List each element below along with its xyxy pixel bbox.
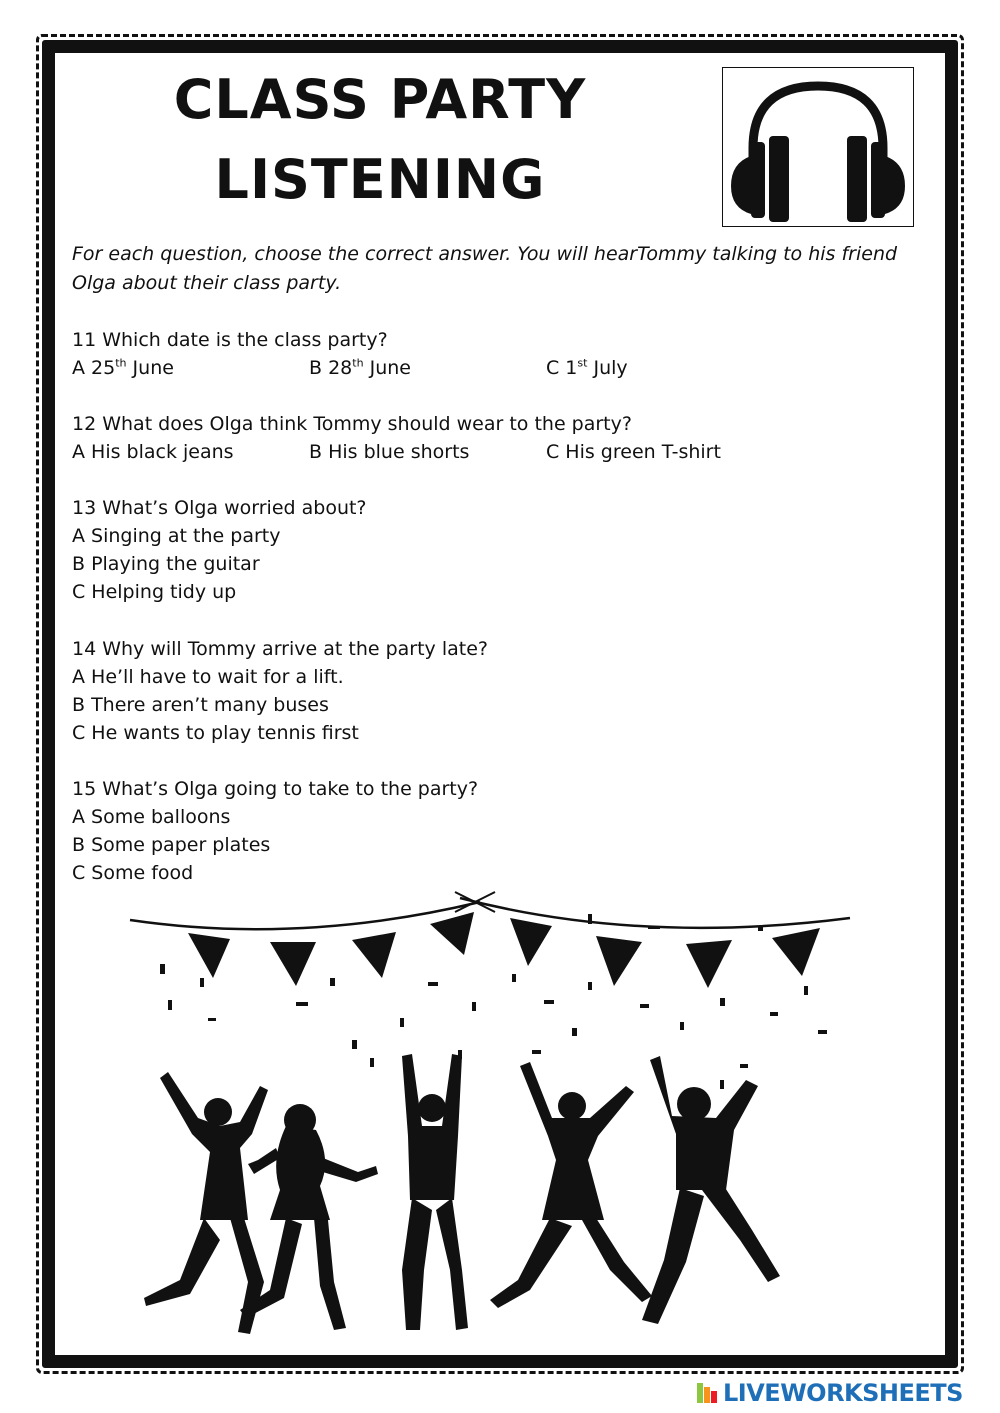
question-text: 12 What does Olga think Tommy should wear to the party? xyxy=(72,413,632,435)
option-c[interactable]: C Helping tidy up xyxy=(72,581,237,603)
question-text: 14 Why will Tommy arrive at the party late? xyxy=(72,638,488,660)
brand-text: LIVEWORKSHEETS xyxy=(723,1379,963,1407)
party-illustration xyxy=(120,890,860,1360)
option-b[interactable]: B Playing the guitar xyxy=(72,553,260,575)
liveworksheets-brand[interactable] xyxy=(695,1378,995,1408)
question-12 xyxy=(72,410,932,466)
options-row xyxy=(72,438,932,466)
question-14 xyxy=(72,635,932,747)
question-11 xyxy=(72,326,932,382)
question-15 xyxy=(72,775,932,887)
option-b[interactable]: B His blue shorts xyxy=(309,441,470,463)
options-row xyxy=(72,354,932,382)
liveworksheets-logo xyxy=(695,1381,719,1405)
question-13 xyxy=(72,494,932,606)
option-a[interactable]: A He’ll have to wait for a lift. xyxy=(72,666,344,688)
option-c[interactable]: C Some food xyxy=(72,862,194,884)
title-line-1: CLASS PARTY xyxy=(173,68,587,131)
option-b[interactable]: B There aren’t many buses xyxy=(72,694,329,716)
option-a[interactable]: A Singing at the party xyxy=(72,525,281,547)
option-b[interactable]: B Some paper plates xyxy=(72,834,271,856)
option-c[interactable]: C 1st July xyxy=(546,356,628,379)
headphones-icon xyxy=(722,67,914,227)
option-a[interactable]: A Some balloons xyxy=(72,806,231,828)
question-text: 15 What’s Olga going to take to the party? xyxy=(72,778,479,800)
option-b[interactable]: B 28th June xyxy=(309,356,411,379)
question-text: 11 Which date is the class party? xyxy=(72,329,388,351)
option-a[interactable]: A 25th June xyxy=(72,356,174,379)
option-a[interactable]: A His black jeans xyxy=(72,441,234,463)
option-c[interactable]: C He wants to play tennis first xyxy=(72,722,359,744)
title-line-2: LISTENING xyxy=(214,148,546,211)
option-c[interactable]: C His green T-shirt xyxy=(546,441,721,463)
instructions: For each question, choose the correct answer. You will hearTommy talking to his friend Olga about their class party. xyxy=(72,243,898,294)
question-text: 13 What’s Olga worried about? xyxy=(72,497,367,519)
